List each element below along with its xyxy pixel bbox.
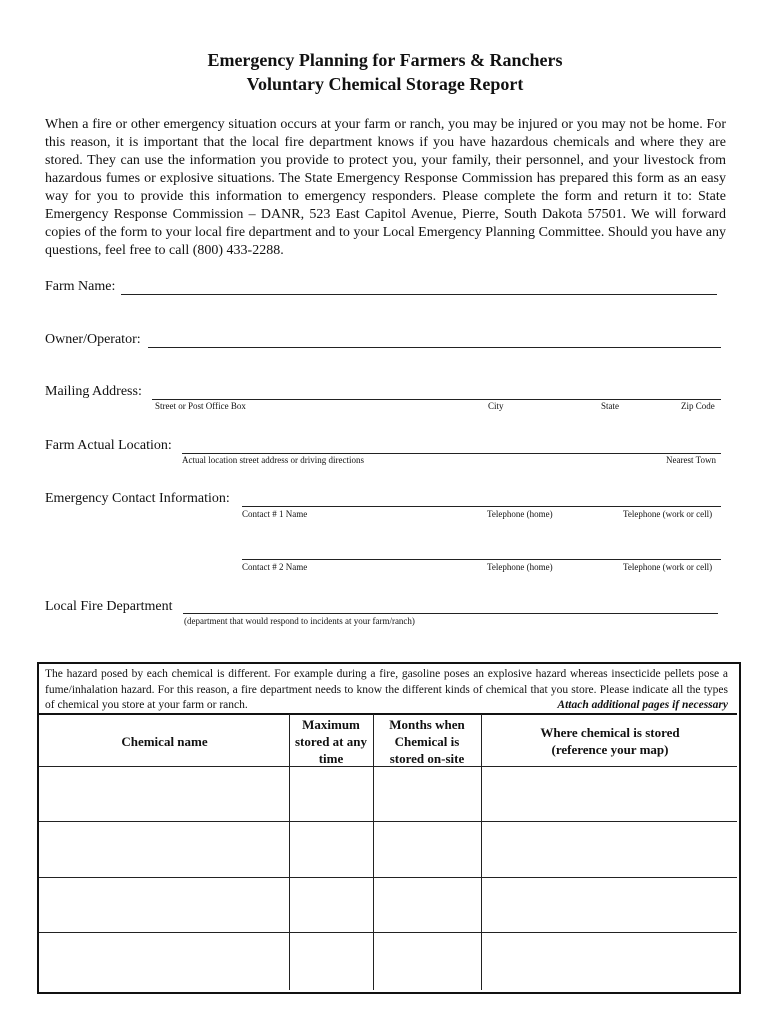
owner-field[interactable] (148, 347, 721, 348)
table-row[interactable] (40, 822, 736, 877)
mailing-field[interactable] (152, 399, 721, 400)
mailing-city-hint: City (488, 401, 504, 411)
location-town-hint: Nearest Town (666, 455, 716, 465)
table-row[interactable] (40, 933, 736, 989)
fire-dept-label: Local Fire Department (45, 599, 173, 614)
contact2-work-hint: Telephone (work or cell) (623, 562, 713, 572)
emergency-label: Emergency Contact Information: (45, 491, 230, 506)
contact2-home-hint: Telephone (home) (487, 562, 553, 572)
attach-pages-note: Attach additional pages if necessary (557, 699, 728, 711)
header-months: Months when Chemical is stored on-site (389, 717, 465, 766)
fire-dept-field[interactable] (183, 613, 718, 614)
intro-paragraph: When a fire or other emergency situation occurs at your farm or ranch, you may be injured or you may not be home. For this reason, it is important that the local fire department knows if you have hazardous chemicals and where they are stored. They can use the information you provide to protect you, your family, their personnel, and your livestock from hazardous fumes or explosive situations. The State Emergency Response Commission has prepared this form as an easy way for you to provide this information to emergency responders. Please complete the form and return it to: State Emergency Response Commission – DANR, 523 East Capitol Avenue, Pierre, South Dakota 57501. We will forward copies of the form to your local fire department and to your Local Emergency Planning Committee. Should you have any questions, feel free to call (800) 433-2288. (45, 117, 726, 258)
mailing-label: Mailing Address: (45, 384, 142, 399)
fire-dept-hint: (department that would respond to incidents at your farm/ranch) (184, 616, 415, 626)
contact1-home-hint: Telephone (home) (487, 509, 553, 519)
table-top-rule (39, 713, 737, 715)
mailing-zip-hint: Zip Code (681, 401, 715, 411)
header-chemical-name: Chemical name (121, 734, 208, 749)
location-field[interactable] (182, 453, 721, 454)
location-hint: Actual location street address or driving directions (182, 455, 364, 465)
header-maximum: Maximum stored at any time (295, 717, 367, 766)
contact1-field[interactable] (242, 506, 721, 507)
table-row[interactable] (40, 767, 736, 821)
mailing-street-hint: Street or Post Office Box (155, 401, 246, 411)
table-row[interactable] (40, 878, 736, 932)
title-line-2: Voluntary Chemical Storage Report (246, 74, 524, 94)
contact2-field[interactable] (242, 559, 721, 560)
mailing-state-hint: State (601, 401, 619, 411)
chemical-table-intro-text: The hazard posed by each chemical is different. For example during a fire, gasoline poses an explosive hazard whereas insecticide pellets pose a fume/inhalation hazard. For this reason, a fire department needs to know the different kinds of chemical that you store. Please indicate all the types of chemical you store at your farm or ranch. (45, 668, 728, 711)
contact1-work-hint: Telephone (work or cell) (623, 509, 713, 519)
contact1-name-hint: Contact # 1 Name (242, 509, 308, 519)
contact2-name-hint: Contact # 2 Name (242, 562, 308, 572)
farm-name-label: Farm Name: (45, 279, 116, 294)
owner-label: Owner/Operator: (45, 332, 141, 347)
farm-name-field[interactable] (121, 294, 717, 295)
header-where: Where chemical is stored (reference your map) (540, 725, 680, 757)
title-line-1: Emergency Planning for Farmers & Ranchers (207, 50, 563, 70)
chemical-table-intro (45, 667, 728, 714)
location-label: Farm Actual Location: (45, 438, 172, 453)
